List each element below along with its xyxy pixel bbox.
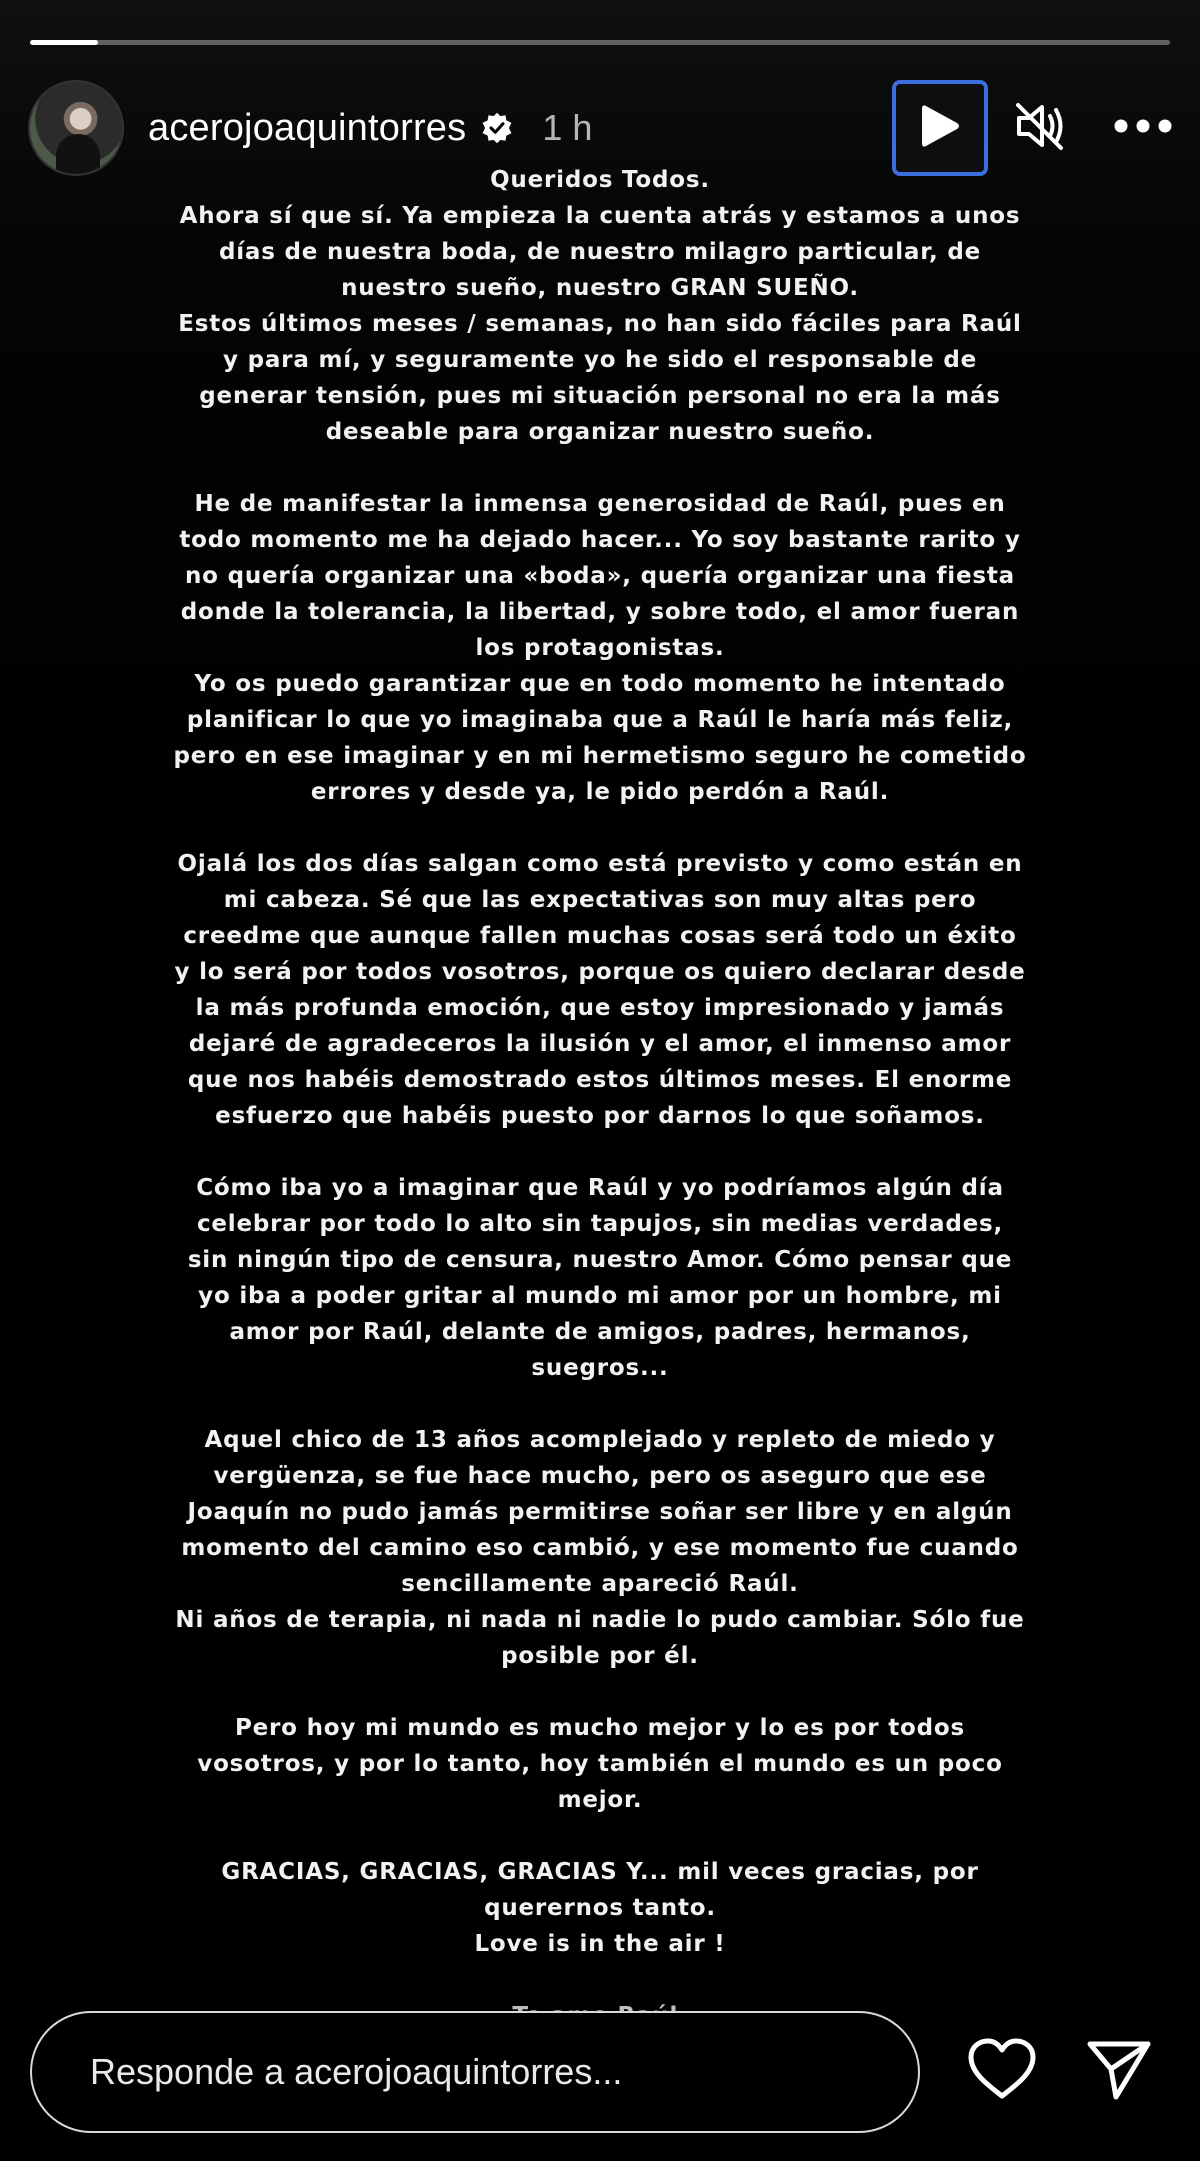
- play-icon: [918, 102, 962, 155]
- verified-badge-icon: [480, 111, 514, 145]
- story-text-line: momento del camino eso cambió, y ese momento fue cuando: [181, 1535, 1019, 1561]
- story-text-line: Queridos Todos.: [490, 167, 710, 193]
- story-paragraph: [130, 1854, 1070, 1962]
- story-text-line: sencillamente apareció Raúl.: [401, 1571, 799, 1597]
- story-text-line: Joaquín no pudo jamás permitirse soñar ser libre y en algún: [187, 1499, 1013, 1525]
- story-text-line: sin ningún tipo de censura, nuestro Amor. Cómo pensar que: [187, 1247, 1013, 1273]
- story-paragraph: [130, 1710, 1070, 1818]
- story-text-line: no quería organizar una «boda», quería organizar una fiesta: [184, 563, 1015, 589]
- story-text-line: posible por él.: [501, 1643, 699, 1669]
- story-progress-fill: [30, 40, 98, 45]
- reply-placeholder: Responde a acerojoaquintorres...: [90, 2051, 623, 2092]
- story-paragraph: [130, 1170, 1070, 1386]
- story-text-line: generar tensión, pues mi situación personal no era la más: [199, 383, 1001, 409]
- story-text-line: Pero hoy mi mundo es mucho mejor y lo es por todos: [234, 1715, 966, 1741]
- story-text-line: los protagonistas.: [475, 635, 725, 661]
- more-horizontal-icon: [1113, 118, 1173, 139]
- story-text-line: esfuerzo que habéis puesto por darnos lo que soñamos.: [215, 1103, 985, 1129]
- story-text: [130, 162, 1070, 2070]
- story-paragraph: [130, 486, 1070, 810]
- story-text-line: nuestro sueño, nuestro GRAN SUEÑO.: [341, 275, 859, 301]
- story-text-line: donde la tolerancia, la libertad, y sobre todo, el amor fueran: [180, 599, 1020, 625]
- story-progress-bar: [30, 40, 1170, 45]
- story-text-line: Ni años de terapia, ni nada ni nadie lo pudo cambiar. Sólo fue: [175, 1607, 1025, 1633]
- story-text-line: mi cabeza. Sé que las expectativas son muy altas pero: [223, 887, 977, 913]
- story-text-line: y para mí, y seguramente yo he sido el responsable de: [223, 347, 977, 373]
- story-text-line: vosotros, y por lo tanto, hoy también el mundo es un poco: [197, 1751, 1003, 1777]
- story-paragraph: [130, 162, 1070, 450]
- story-text-line: Aquel chico de 13 años acomplejado y repleto de miedo y: [204, 1427, 996, 1453]
- story-text-line: vergüenza, se fue hace mucho, pero os aseguro que ese: [213, 1463, 987, 1489]
- send-icon: [1086, 2039, 1152, 2106]
- username[interactable]: acerojoaquintorres: [148, 106, 467, 149]
- story-text-line: Ojalá los dos días salgan como está previsto y como están en: [177, 851, 1023, 877]
- send-button[interactable]: [1080, 2034, 1158, 2110]
- story-text-line: pero en ese imaginar y en mi hermetismo seguro he cometido: [173, 743, 1027, 769]
- story-text-line: planificar lo que yo imaginaba que a Raúl le haría más feliz,: [186, 707, 1014, 733]
- like-button[interactable]: [963, 2034, 1041, 2110]
- story-text-line: Love is in the air !: [474, 1931, 726, 1957]
- post-time: 1 h: [542, 107, 593, 148]
- heart-icon: [966, 2038, 1038, 2107]
- story-text-line: Ahora sí que sí. Ya empieza la cuenta atrás y estamos a unos: [179, 203, 1021, 229]
- story-text-line: GRACIAS, GRACIAS, GRACIAS Y... mil veces gracias, por: [221, 1859, 979, 1885]
- story-text-line: Cómo iba yo a imaginar que Raúl y yo podríamos algún día: [196, 1175, 1004, 1201]
- story-text-line: amor por Raúl, delante de amigos, padres, hermanos,: [229, 1319, 971, 1345]
- story-text-line: dejaré de agradeceros la ilusión y el amor, el inmenso amor: [188, 1031, 1012, 1057]
- story-text-line: que nos habéis demostrado estos últimos meses. El enorme: [187, 1067, 1013, 1093]
- story-text-line: errores y desde ya, le pido perdón a Raúl.: [310, 779, 890, 805]
- story-text-line: yo iba a poder gritar al mundo mi amor por un hombre, mi: [198, 1283, 1002, 1309]
- story-text-line: Yo os puedo garantizar que en todo momento he intentado: [194, 671, 1006, 697]
- story-text-line: días de nuestra boda, de nuestro milagro particular, de: [218, 239, 982, 265]
- story-text-line: todo momento me ha dejado hacer... Yo soy bastante rarito y: [179, 527, 1021, 553]
- story-text-line: querernos tanto.: [484, 1895, 716, 1921]
- story-text-line: suegros...: [531, 1355, 669, 1381]
- mute-button[interactable]: [1010, 98, 1070, 158]
- story-text-line: mejor.: [557, 1787, 643, 1813]
- story-text-line: He de manifestar la inmensa generosidad de Raúl, pues en: [194, 491, 1006, 517]
- muted-speaker-icon: [1013, 99, 1067, 158]
- story-text-line: Estos últimos meses / semanas, no han sido fáciles para Raúl: [178, 311, 1022, 337]
- reply-input[interactable]: [30, 2011, 920, 2133]
- story-paragraph: [130, 1422, 1070, 1674]
- story-text-line: deseable para organizar nuestro sueño.: [325, 419, 875, 445]
- story-paragraph: [130, 846, 1070, 1134]
- story-text-line: la más profunda emoción, que estoy impresionado y jamás: [195, 995, 1005, 1021]
- story-text-line: y lo será por todos vosotros, porque os quiero declarar desde: [174, 959, 1026, 985]
- more-options-button[interactable]: [1108, 98, 1178, 158]
- story-text-line: creedme que aunque fallen muchas cosas será todo un éxito: [183, 923, 1017, 949]
- avatar[interactable]: [28, 80, 124, 176]
- story-text-line: celebrar por todo lo alto sin tapujos, sin medias verdades,: [196, 1211, 1004, 1237]
